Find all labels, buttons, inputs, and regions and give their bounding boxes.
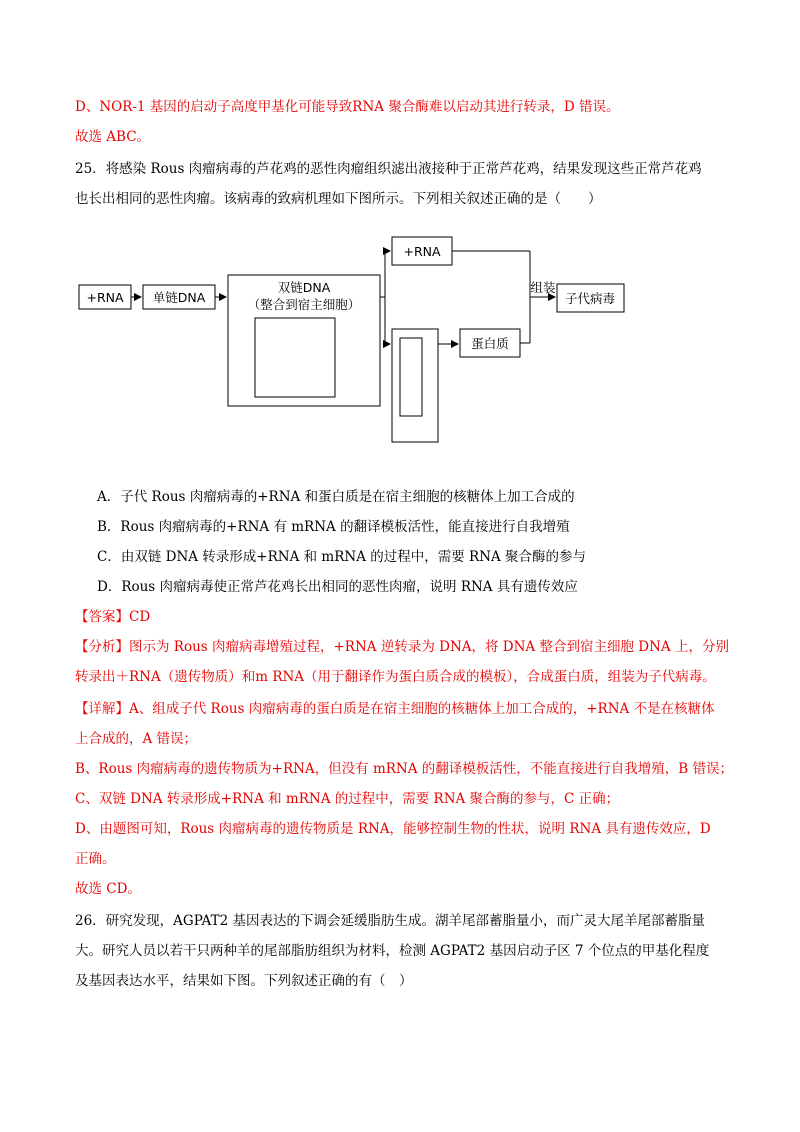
q25-analysis-line2: 转录出＋RNA（遗传物质）和m RNA（用于翻译作为蛋白质合成的模板），合成蛋白质，组装为子代病毒。 [75,669,716,685]
q26-stem-line1: 26．研究发现，AGPAT2 基因表达的下调会延缓脂肪生成。湖羊尾部蓄脂量小，而广灵大尾羊尾部蓄脂量 [75,913,705,929]
box-double-strand-dna-label2: （整合到宿主细胞） [247,297,361,312]
blank-inner-box-dna [255,318,335,397]
q25-option-a: A．子代 Rous 肉瘤病毒的+RNA 和蛋白质是在宿主细胞的核糖体上加工合成的 [97,489,575,505]
box-double-strand-dna-label1: 双链DNA [277,280,331,295]
virus-mechanism-diagram [70,232,650,472]
assemble-label: 组装 [530,280,556,295]
box-progeny-virus-label: 子代病毒 [564,291,616,306]
q25-stem-line2: 也长出相同的恶性肉瘤。该病毒的致病机理如下图所示。下列相关叙述正确的是（ ） [75,191,602,207]
q25-detail-line2: 上合成的，A 错误； [75,731,198,747]
q25-detail-c: C、双链 DNA 转录形成+RNA 和 mRNA 的过程中，需要 RNA 聚合酶的参与，C 正确； [75,791,620,807]
q25-conclusion: 故选 CD。 [75,881,141,897]
q25-option-b: B．Rous 肉瘤病毒的+RNA 有 mRNA 的翻译模板活性，能直接进行自我增殖 [97,519,570,535]
prev-conclusion: 故选 ABC。 [75,129,151,145]
box-protein-label: 蛋白质 [471,336,509,351]
q25-detail-d-line2: 正确。 [75,851,116,867]
q25-detail-line1: 【详解】A、组成子代 Rous 肉瘤病毒的蛋白质是在宿主细胞的核糖体上加工合成的，+RNA 不是在核糖体 [75,701,715,717]
q25-analysis-line1: 【分析】图示为 Rous 肉瘤病毒增殖过程，+RNA 逆转录为 DNA，将 DNA 整合到宿主细胞 DNA 上，分别 [75,639,729,655]
box-single-strand-dna-label: 单链DNA [152,290,206,305]
q26-stem-line3: 及基因表达水平，结果如下图。下列叙述正确的有（ ） [75,973,413,989]
prev-option-d-explanation: D、NOR-1 基因的启动子高度甲基化可能导致RNA 聚合酶难以启动其进行转录，D 错误。 [75,99,620,115]
q25-option-c: C．由双链 DNA 转录形成+RNA 和 mRNA 的过程中，需要 RNA 聚合酶的参与 [97,549,587,565]
q25-detail-b: B、Rous 肉瘤病毒的遗传物质为+RNA，但没有 mRNA 的翻译模板活性，不能直接进行自我增殖，B 错误； [75,761,733,777]
box-plus-rna-label: +RNA [86,290,124,305]
q25-option-d: D．Rous 肉瘤病毒使正常芦花鸡长出相同的恶性肉瘤，说明 RNA 具有遗传效应 [97,579,578,595]
q25-stem-line1: 25．将感染 Rous 肉瘤病毒的芦花鸡的恶性肉瘤组织滤出液接种于正常芦花鸡，结果发现这些正常芦花鸡 [75,161,702,177]
q26-stem-line2: 大。研究人员以若干只两种羊的尾部脂肪组织为材料，检测 AGPAT2 基因启动子区 7 个位点的甲基化程度 [75,943,710,959]
q25-answer: 【答案】CD [75,609,151,625]
box-plus-rna-top-label: +RNA [403,244,441,259]
blank-box-inner [400,338,422,416]
q25-detail-d-line1: D、由题图可知，Rous 肉瘤病毒的遗传物质是 RNA，能够控制生物的性状，说明 RNA 具有遗传效应，D [75,821,711,837]
